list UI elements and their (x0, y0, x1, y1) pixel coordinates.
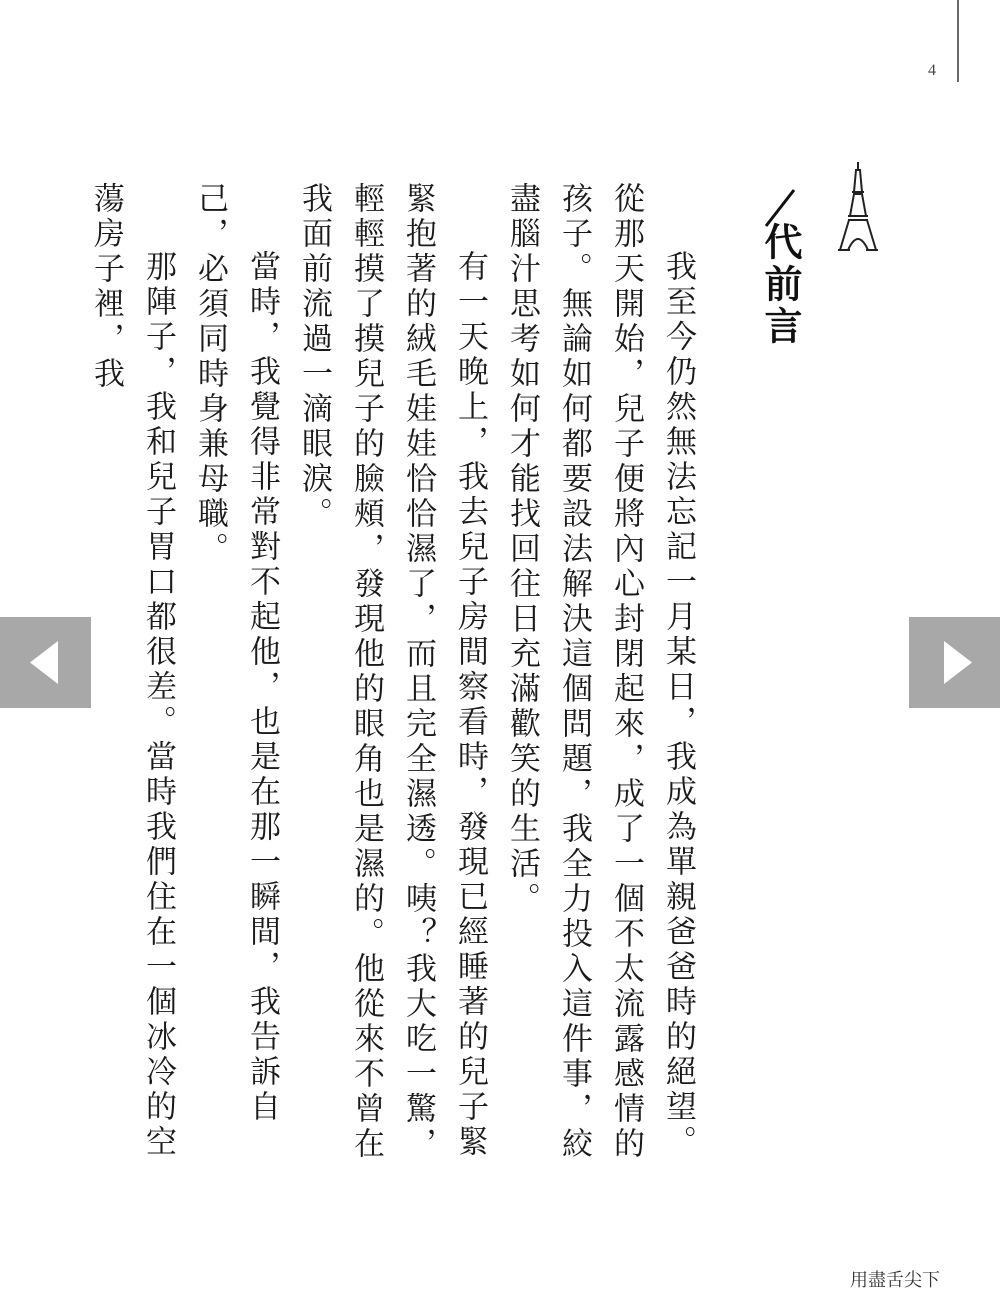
next-page-button[interactable] (909, 617, 1000, 708)
chevron-left-icon (0, 617, 91, 708)
paragraph: 那陣子，我和兒子胃口都很差。當時我們住在一個冰冷的空蕩房子裡，我 (88, 182, 176, 1161)
paragraph: 有一天晚上，我去兒子房間察看時，發現已經睡著的兒子緊緊抱著的絨毛娃娃恰恰濕了，而且完全濕透。咦？我大吃一驚，輕輕摸了摸兒子的臉頰，發現他的眼角也是濕的。他從來不曾在我面前流過一滴眼淚。 (296, 182, 488, 1162)
page-edge-line (957, 0, 959, 82)
chevron-right-icon (909, 617, 1000, 708)
body-text (80, 182, 704, 1182)
paragraph: 當時，我覺得非常對不起他，也是在那一瞬間，我告訴自己，必須同時身兼母職。 (192, 182, 280, 1126)
paragraph: 我至今仍然無法忘記一月某日，我成為單親爸爸時的絕望。從那天開始，兒子便將內心封閉起來，成了一個不太流露感情的孩子。無論如何都要設法解決這個問題，我全力投入這件事，絞盡腦汁思考如何才能找回往日充滿歡笑的生活。 (504, 182, 696, 1162)
page-number: 4 (928, 62, 936, 79)
eiffel-tower-icon (836, 162, 880, 252)
previous-page-button[interactable] (0, 617, 91, 708)
running-footer-title: 用盡舌尖下 (850, 1270, 940, 1291)
chapter-heading: 代前言 (758, 222, 803, 348)
